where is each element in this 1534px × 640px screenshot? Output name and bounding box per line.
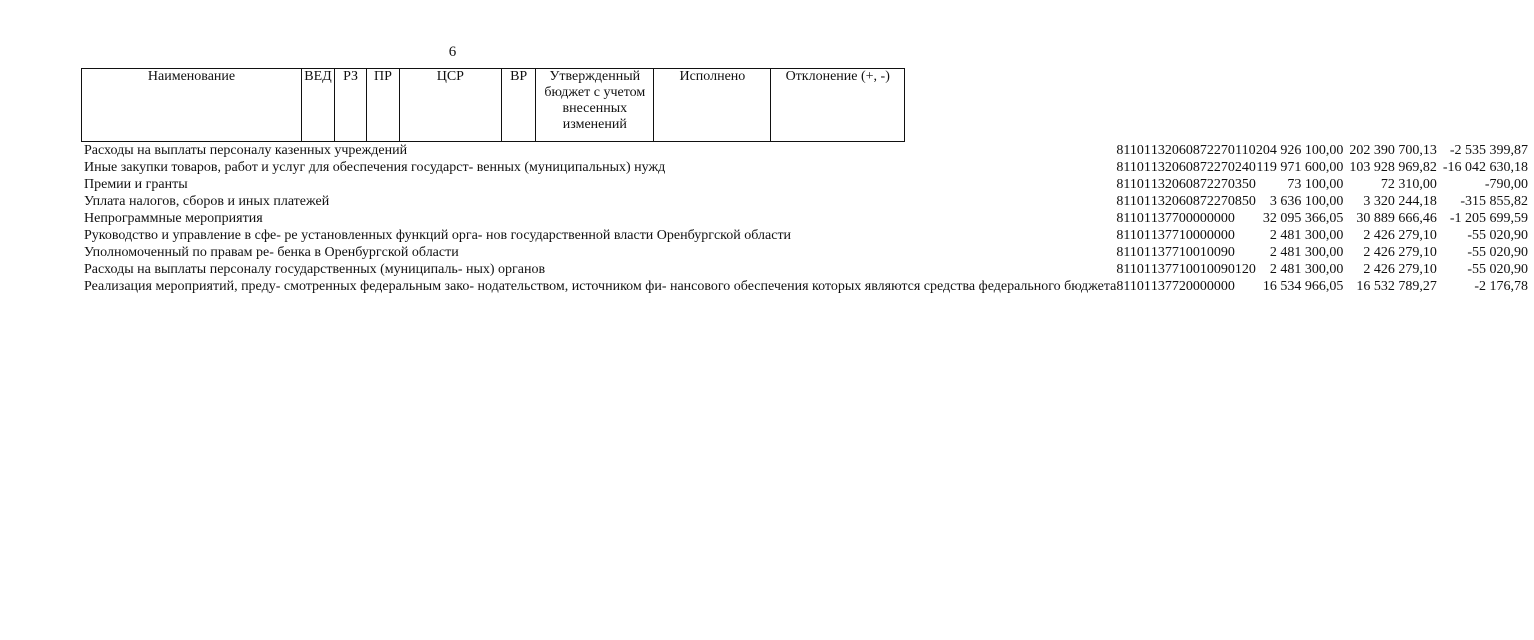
header-vr: ВР bbox=[501, 69, 535, 142]
cell-name: Непрограммные мероприятия bbox=[84, 211, 263, 226]
cell-pr: 13 bbox=[1150, 194, 1165, 209]
cell-rz: 01 bbox=[1136, 228, 1151, 243]
cell-executed: 3 320 244,18 bbox=[1363, 194, 1437, 209]
cell-executed: 16 532 789,27 bbox=[1356, 279, 1437, 294]
cell-rz: 01 bbox=[1136, 160, 1151, 175]
budget-table bbox=[81, 142, 1534, 295]
cell-ved: 811 bbox=[1116, 279, 1137, 294]
cell-vr: 240 bbox=[1234, 160, 1256, 175]
cell-vr bbox=[1235, 244, 1256, 261]
cell-vr: 110 bbox=[1235, 143, 1256, 158]
page-number: 6 bbox=[448, 44, 457, 60]
cell-deviation: -16 042 630,18 bbox=[1442, 160, 1529, 175]
cell-approved: 119 971 600,00 bbox=[1256, 160, 1344, 175]
cell-name: Расходы на выплаты персоналу государственных (муниципаль- ных) органов bbox=[84, 262, 546, 277]
table-header bbox=[81, 68, 905, 142]
cell-name: Руководство и управление в сфе- ре установленных функций орга- нов государственной власти Оренбургской области bbox=[84, 228, 792, 243]
table-row bbox=[81, 176, 1534, 193]
cell-deviation: -2 535 399,87 bbox=[1449, 143, 1529, 158]
cell-ved: 811 bbox=[1116, 245, 1137, 260]
table-row bbox=[81, 142, 1534, 159]
cell-executed: 202 390 700,13 bbox=[1349, 143, 1437, 158]
table-row bbox=[81, 244, 1534, 261]
cell-pr: 13 bbox=[1150, 211, 1165, 226]
cell-rz: 01 bbox=[1136, 177, 1151, 192]
cell-pr: 13 bbox=[1150, 143, 1165, 158]
cell-pr: 13 bbox=[1150, 279, 1165, 294]
header-pr: ПР bbox=[367, 69, 399, 142]
cell-vr: 350 bbox=[1234, 177, 1256, 192]
cell-executed: 2 426 279,10 bbox=[1363, 262, 1437, 277]
cell-rz: 01 bbox=[1136, 279, 1151, 294]
cell-ved: 811 bbox=[1116, 262, 1137, 277]
cell-ved: 811 bbox=[1116, 160, 1137, 175]
header-csr: ЦСР bbox=[399, 69, 501, 142]
cell-csr: 7720000000 bbox=[1164, 279, 1235, 294]
cell-ved: 811 bbox=[1116, 211, 1137, 226]
cell-deviation: -55 020,90 bbox=[1467, 262, 1529, 277]
cell-name: Реализация мероприятий, преду- смотренных федеральным зако- нодательством, источником фи- нансового обеспечения которых являются средства федерального бюджета bbox=[84, 279, 1117, 294]
cell-executed: 30 889 666,46 bbox=[1356, 211, 1437, 226]
cell-name: Уполномоченный по правам ре- бенка в Оренбургской области bbox=[84, 245, 459, 260]
cell-ved: 811 bbox=[1116, 194, 1137, 209]
cell-vr bbox=[1235, 210, 1256, 227]
cell-approved: 204 926 100,00 bbox=[1255, 143, 1344, 158]
header-approved: Утвержденный бюджет с учетом внесенных изменений bbox=[536, 69, 654, 142]
cell-approved: 16 534 966,05 bbox=[1262, 279, 1344, 294]
header-name: Наименование bbox=[82, 69, 302, 142]
table-row bbox=[81, 159, 1534, 176]
cell-executed: 72 310,00 bbox=[1380, 177, 1437, 192]
cell-approved: 32 095 366,05 bbox=[1262, 211, 1344, 226]
cell-executed: 103 928 969,82 bbox=[1349, 160, 1437, 175]
cell-deviation: -315 855,82 bbox=[1460, 194, 1529, 209]
cell-name: Иные закупки товаров, работ и услуг для обеспечения государст- венных (муниципальных) нужд bbox=[84, 160, 666, 175]
cell-csr: 2060872270 bbox=[1164, 160, 1235, 175]
cell-deviation: -1 205 699,59 bbox=[1449, 211, 1529, 226]
cell-ved: 811 bbox=[1116, 228, 1137, 243]
cell-deviation: -790,00 bbox=[1484, 177, 1529, 192]
cell-pr: 13 bbox=[1150, 245, 1165, 260]
cell-deviation: -55 020,90 bbox=[1467, 228, 1529, 243]
header-executed: Исполнено bbox=[654, 69, 771, 142]
cell-rz: 01 bbox=[1136, 143, 1151, 158]
cell-executed: 2 426 279,10 bbox=[1363, 228, 1437, 243]
table-row bbox=[81, 261, 1534, 278]
header-deviation: Отклонение (+, -) bbox=[771, 69, 905, 142]
cell-csr: 7700000000 bbox=[1164, 211, 1235, 226]
table-row bbox=[81, 193, 1534, 210]
cell-rz: 01 bbox=[1136, 194, 1151, 209]
cell-vr: 850 bbox=[1234, 194, 1256, 209]
header-rz: РЗ bbox=[334, 69, 366, 142]
cell-deviation: -55 020,90 bbox=[1467, 245, 1529, 260]
cell-deviation: -2 176,78 bbox=[1474, 279, 1529, 294]
cell-vr bbox=[1235, 227, 1256, 244]
cell-pr: 13 bbox=[1150, 262, 1165, 277]
cell-name: Уплата налогов, сборов и иных платежей bbox=[84, 194, 330, 209]
cell-ved: 811 bbox=[1116, 143, 1137, 158]
cell-vr bbox=[1235, 278, 1256, 295]
header-ved: ВЕД bbox=[302, 69, 335, 142]
cell-name: Расходы на выплаты персоналу казенных учреждений bbox=[84, 143, 408, 158]
cell-csr: 7710010090 bbox=[1164, 245, 1235, 260]
cell-rz: 01 bbox=[1136, 245, 1151, 260]
cell-executed: 2 426 279,10 bbox=[1363, 245, 1437, 260]
cell-approved: 2 481 300,00 bbox=[1269, 245, 1344, 260]
cell-rz: 01 bbox=[1136, 211, 1151, 226]
cell-vr: 120 bbox=[1234, 262, 1256, 277]
cell-name: Премии и гранты bbox=[84, 177, 188, 192]
cell-ved: 811 bbox=[1116, 177, 1137, 192]
cell-approved: 3 636 100,00 bbox=[1269, 194, 1344, 209]
cell-csr: 7710000000 bbox=[1164, 228, 1235, 243]
cell-pr: 13 bbox=[1150, 160, 1165, 175]
cell-csr: 7710010090 bbox=[1164, 262, 1235, 277]
cell-pr: 13 bbox=[1150, 228, 1165, 243]
cell-approved: 2 481 300,00 bbox=[1269, 262, 1344, 277]
cell-approved: 2 481 300,00 bbox=[1269, 228, 1344, 243]
cell-csr: 2060872270 bbox=[1164, 143, 1235, 158]
table-row bbox=[81, 278, 1534, 295]
cell-pr: 13 bbox=[1150, 177, 1165, 192]
table-row bbox=[81, 227, 1534, 244]
table-row bbox=[81, 210, 1534, 227]
cell-rz: 01 bbox=[1136, 262, 1151, 277]
cell-approved: 73 100,00 bbox=[1287, 177, 1344, 192]
cell-csr: 2060872270 bbox=[1164, 177, 1235, 192]
cell-csr: 2060872270 bbox=[1164, 194, 1235, 209]
